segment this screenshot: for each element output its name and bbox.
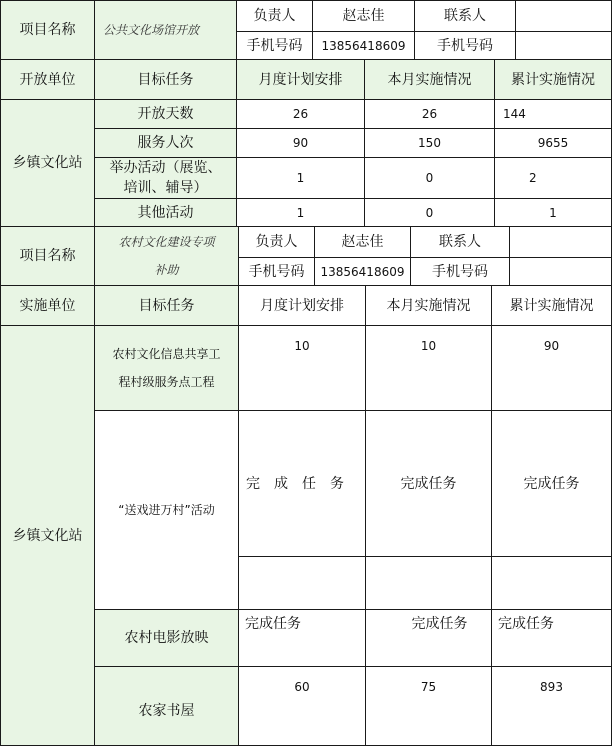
month-cell: 26 bbox=[364, 99, 495, 129]
cumulative-cell: 90 bbox=[491, 325, 612, 411]
header-plan-2: 月度计划安排 bbox=[238, 285, 366, 326]
contact-name-2 bbox=[509, 226, 612, 258]
task-cell: 农村文化信息共享工程村级服务点工程 bbox=[94, 325, 239, 411]
header-month-2: 本月实施情况 bbox=[365, 285, 492, 326]
header-month-1: 本月实施情况 bbox=[364, 59, 495, 100]
header-plan-1: 月度计划安排 bbox=[236, 59, 365, 100]
project-name-value-2 bbox=[94, 226, 239, 286]
phone-label-2b: 手机号码 bbox=[410, 257, 510, 286]
month-cell: 75 bbox=[365, 666, 492, 746]
header-cumulative-1: 累计实施情况 bbox=[494, 59, 612, 100]
task-cell: 农村电影放映 bbox=[94, 609, 239, 667]
task-cell: 农家书屋 bbox=[94, 666, 239, 746]
month-cell: 完成任务 bbox=[365, 609, 492, 667]
contact-label-2: 联系人 bbox=[410, 226, 510, 258]
phone-label-1: 手机号码 bbox=[236, 31, 313, 60]
contact-label-1: 联系人 bbox=[414, 0, 516, 32]
station-1: 乡镇文化站 bbox=[0, 99, 95, 227]
responsible-name-1: 赵志佳 bbox=[312, 0, 415, 32]
project-name-line-1: 农村文化建设专项 bbox=[118, 235, 215, 249]
responsible-name-2: 赵志佳 bbox=[314, 226, 411, 258]
phone-number-2: 13856418609 bbox=[314, 257, 411, 286]
responsible-label-2: 负责人 bbox=[238, 226, 315, 258]
cumulative-cell: 893 bbox=[491, 666, 612, 746]
task-cell: 其他活动 bbox=[94, 198, 237, 227]
project-name-line-2: 补助 bbox=[154, 263, 179, 277]
cumulative-cell: 完成任务 bbox=[491, 609, 612, 667]
plan-cell: 完成任务 bbox=[238, 410, 366, 557]
phone-value-1b bbox=[515, 31, 612, 60]
task-cell: 服务人次 bbox=[94, 128, 237, 158]
plan-cell: 26 bbox=[236, 99, 365, 129]
plan-cell: 1 bbox=[236, 198, 365, 227]
cumulative-cell: 144 bbox=[494, 99, 612, 129]
plan-cell: 90 bbox=[236, 128, 365, 158]
header-task-2: 目标任务 bbox=[94, 285, 239, 326]
month-cell: 完成任务 bbox=[365, 410, 492, 557]
cumulative-cell: 2 bbox=[494, 157, 612, 199]
cumulative-cell: 完成任务 bbox=[491, 410, 612, 557]
header-cumulative-2: 累计实施情况 bbox=[491, 285, 612, 326]
cumulative-cell: 1 bbox=[494, 198, 612, 227]
month-cell: 10 bbox=[365, 325, 492, 411]
spacer-cell bbox=[365, 556, 492, 610]
header-unit-1: 开放单位 bbox=[0, 59, 95, 100]
cumulative-cell: 9655 bbox=[494, 128, 612, 158]
spacer-cell bbox=[491, 556, 612, 610]
phone-label-1b: 手机号码 bbox=[414, 31, 516, 60]
project-name-label-2: 项目名称 bbox=[0, 226, 95, 286]
month-cell: 0 bbox=[364, 198, 495, 227]
responsible-label-1: 负责人 bbox=[236, 0, 313, 32]
project-name-label-1: 项目名称 bbox=[0, 0, 95, 60]
plan-cell: 1 bbox=[236, 157, 365, 199]
header-unit-2: 实施单位 bbox=[0, 285, 95, 326]
plan-cell: 10 bbox=[238, 325, 366, 411]
contact-name-1 bbox=[515, 0, 612, 32]
task-cell: “送戏进万村”活动 bbox=[94, 410, 239, 610]
phone-value-2b bbox=[509, 257, 612, 286]
task-cell: 开放天数 bbox=[94, 99, 237, 129]
header-task-1: 目标任务 bbox=[94, 59, 237, 100]
project-name-value-1: 公共文化场馆开放 bbox=[94, 0, 237, 60]
phone-number-1: 13856418609 bbox=[312, 31, 415, 60]
plan-cell: 完成任务 bbox=[238, 609, 366, 667]
plan-cell: 60 bbox=[238, 666, 366, 746]
spacer-cell bbox=[238, 556, 366, 610]
task-cell: 举办活动（展览、培训、辅导） bbox=[94, 157, 237, 199]
station-2: 乡镇文化站 bbox=[0, 325, 95, 746]
phone-label-2: 手机号码 bbox=[238, 257, 315, 286]
month-cell: 150 bbox=[364, 128, 495, 158]
month-cell: 0 bbox=[364, 157, 495, 199]
